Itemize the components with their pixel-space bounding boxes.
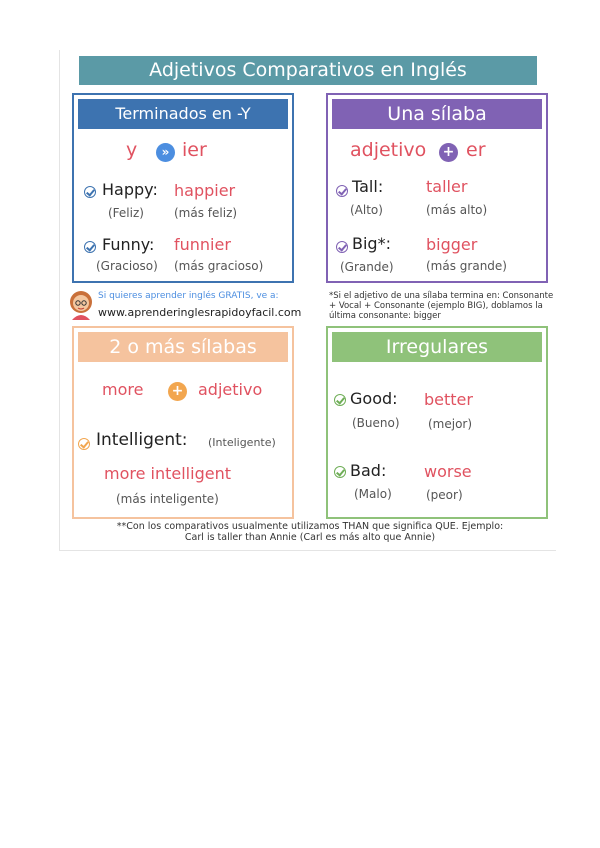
rule-right: ier — [182, 139, 207, 161]
check-circle-icon — [84, 186, 96, 198]
example-word: Happy: — [102, 180, 158, 199]
example-translation: (Malo) — [354, 487, 392, 501]
comparative-translation: (más gracioso) — [174, 259, 264, 273]
promo-banner — [68, 288, 318, 322]
comparative-translation: (mejor) — [428, 417, 473, 431]
example-word: Bad: — [350, 461, 387, 480]
example-translation: (Grande) — [340, 260, 394, 274]
box-terminados-en-y — [72, 93, 294, 283]
check-circle-icon — [336, 241, 348, 253]
example-word: Tall: — [352, 177, 384, 196]
double-chevron-icon: » — [156, 143, 175, 162]
check-circle-icon — [84, 241, 96, 253]
comparative-word: worse — [424, 462, 472, 481]
comparative-word: funnier — [174, 235, 231, 254]
box-heading: Una sílaba — [332, 99, 542, 129]
rule-right: adjetivo — [198, 380, 263, 399]
promo-url[interactable]: www.aprenderinglesrapidoyfacil.com — [98, 306, 302, 319]
comparative-word: happier — [174, 181, 236, 200]
comparative-translation: (más grande) — [426, 259, 507, 273]
comparative-word: taller — [426, 177, 468, 196]
footer-line: **Con los comparativos usualmente utilizamos THAN que significa QUE. Ejemplo: — [116, 521, 504, 532]
box-una-silaba — [326, 93, 548, 283]
plus-circle-icon: + — [439, 143, 458, 162]
example-translation: (Feliz) — [108, 206, 144, 220]
comparative-translation: (más feliz) — [174, 206, 238, 220]
footnote-big: *Si el adjetivo de una sílaba termina en: Consonante + Vocal + Consonante (ejemplo BIG), doblamos la última consonante: bigger — [329, 291, 554, 321]
comparative-word: bigger — [426, 235, 478, 254]
promo-text: Si quieres aprender inglés GRATIS, ve a: — [98, 291, 279, 301]
check-circle-icon — [334, 466, 346, 478]
check-circle-icon — [78, 438, 90, 450]
example-word: Big*: — [352, 234, 391, 253]
example-translation: (Gracioso) — [96, 259, 158, 273]
comparative-word: better — [424, 390, 473, 409]
avatar-icon — [68, 290, 94, 320]
check-circle-icon — [334, 394, 346, 406]
example-word: Good: — [350, 389, 398, 408]
example-word: Funny: — [102, 235, 155, 254]
check-circle-icon — [336, 185, 348, 197]
rule-left: adjetivo — [350, 139, 427, 161]
box-heading: Terminados en -Y — [78, 99, 288, 129]
footer-note — [90, 521, 530, 543]
rule-left: y — [126, 139, 138, 161]
example-translation: (Bueno) — [352, 416, 400, 430]
box-dos-o-mas-silabas — [72, 326, 294, 519]
comparative-translation: (más alto) — [426, 203, 488, 217]
comparative-translation: (peor) — [426, 488, 463, 502]
example-translation: (Inteligente) — [208, 436, 276, 449]
page-title: Adjetivos Comparativos en Inglés — [79, 56, 537, 85]
box-heading: 2 o más sílabas — [78, 332, 288, 362]
comparative-translation: (más inteligente) — [116, 492, 219, 506]
box-heading: Irregulares — [332, 332, 542, 362]
rule-right: er — [466, 139, 486, 161]
rule-left: more — [102, 380, 144, 399]
comparative-word: more intelligent — [104, 464, 231, 483]
example-translation: (Alto) — [350, 203, 383, 217]
footer-line: Carl is taller than Annie (Carl es más alto que Annie) — [184, 532, 436, 543]
plus-circle-icon: + — [168, 382, 187, 401]
example-word: Intelligent: — [96, 430, 188, 450]
box-irregulares — [326, 326, 548, 519]
